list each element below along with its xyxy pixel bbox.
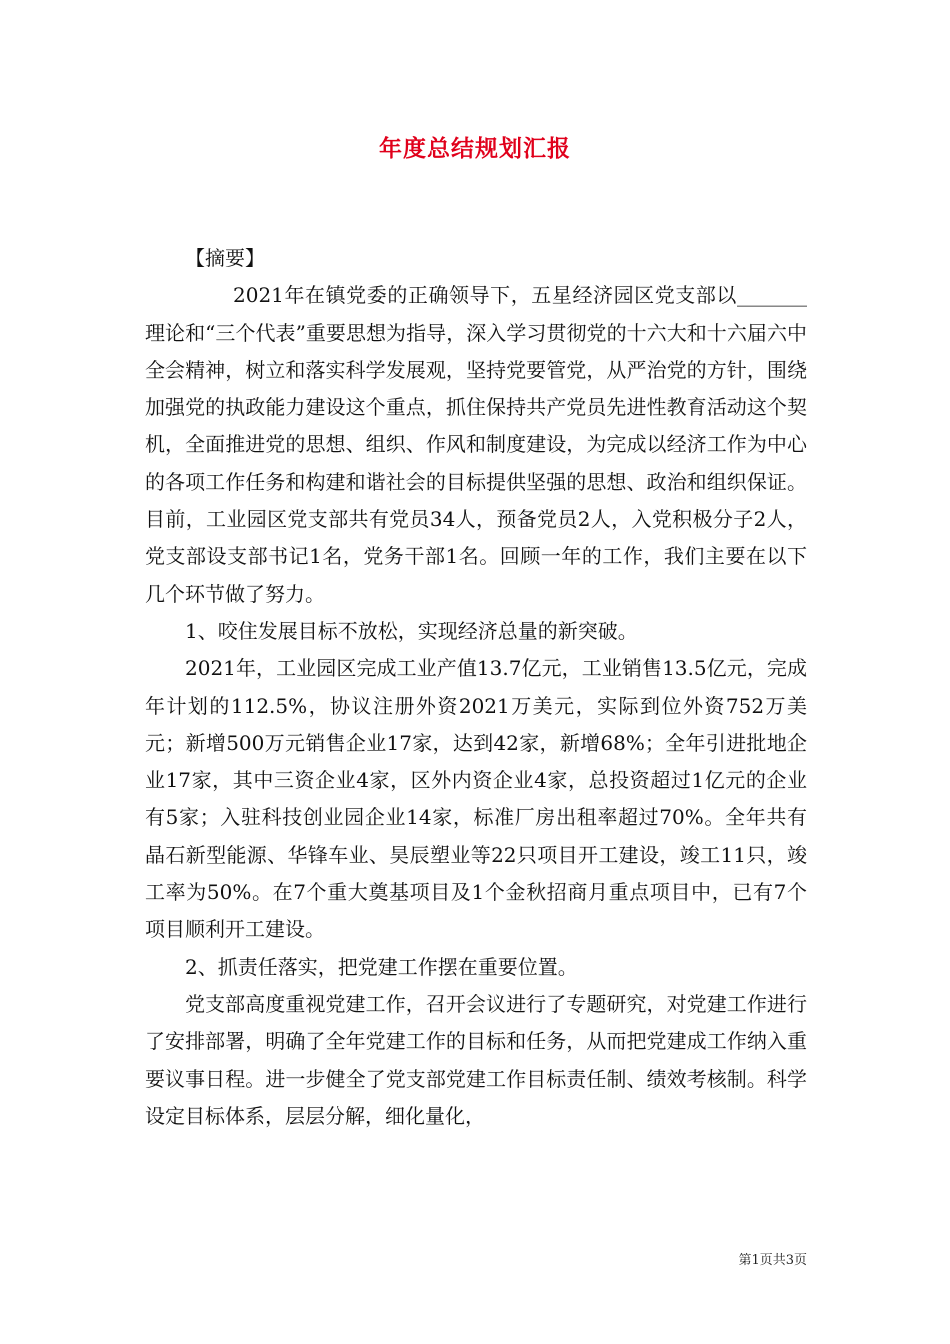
section-heading-1: 1、咬住发展目标不放松，实现经济总量的新突破。 (185, 618, 638, 643)
paragraph-economy: 2021年，工业园区完成工业产值13.7亿元，工业销售13.5亿元，完成年计划的112.5%，协议注册外资2021万美元，实际到位外资752万美元；新增500万元销售企业17家，达到42家，新增68%；全年引进批地企业17家，其中三资企业4家，区外内资企业4家，总投资超过1亿元的企业有5家；入驻科技创业园企业14家，标准厂房出租率超过70%。全年共有晶石新型能源、华锋车业、昊辰塑业等22只项目开工建设，竣工11只，竣工率为50%。在7个重大奠基项目及1个金秋招商月重点项目中，已有7个项目顺利开工建设。 (145, 656, 807, 942)
abstract-heading: 【摘要】 (185, 246, 265, 270)
document-title: 年度总结规划汇报 (379, 135, 571, 162)
paragraph-party-building: 党支部高度重视党建工作，召开会议进行了专题研究，对党建工作进行了安排部署，明确了全年党建工作的目标和任务，从而把党建成工作纳入重要议事日程。进一步健全了党支部党建工作目标责任制、绩效考核制。科学设定目标体系，层层分解，细化量化， (145, 991, 807, 1128)
page-number: 第1页共3页 (738, 1253, 807, 1268)
document-body (145, 240, 807, 1135)
section-heading-2: 2、抓责任落实，把党建工作摆在重要位置。 (185, 954, 578, 979)
paragraph-intro: 2021年在镇党委的正确领导下，五星经济园区党支部以_______理论和“三个代表”重要思想为指导，深入学习贯彻党的十六大和十六届六中全会精神，树立和落实科学发展观，坚持党要管党，从严治党的方针，围绕加强党的执政能力建设这个重点，抓住保持共产党员先进性教育活动这个契机，全面推进党的思想、组织、作风和制度建设，为完成以经济工作为中心的各项工作任务和构建和谐社会的目标提供坚强的思想、政治和组织保证。目前，工业园区党支部共有党员34人，预备党员2人，入党积极分子2人，党支部设支部书记1名，党务干部1名。回顾一年的工作，我们主要在以下几个环节做了努力。 (145, 283, 807, 606)
